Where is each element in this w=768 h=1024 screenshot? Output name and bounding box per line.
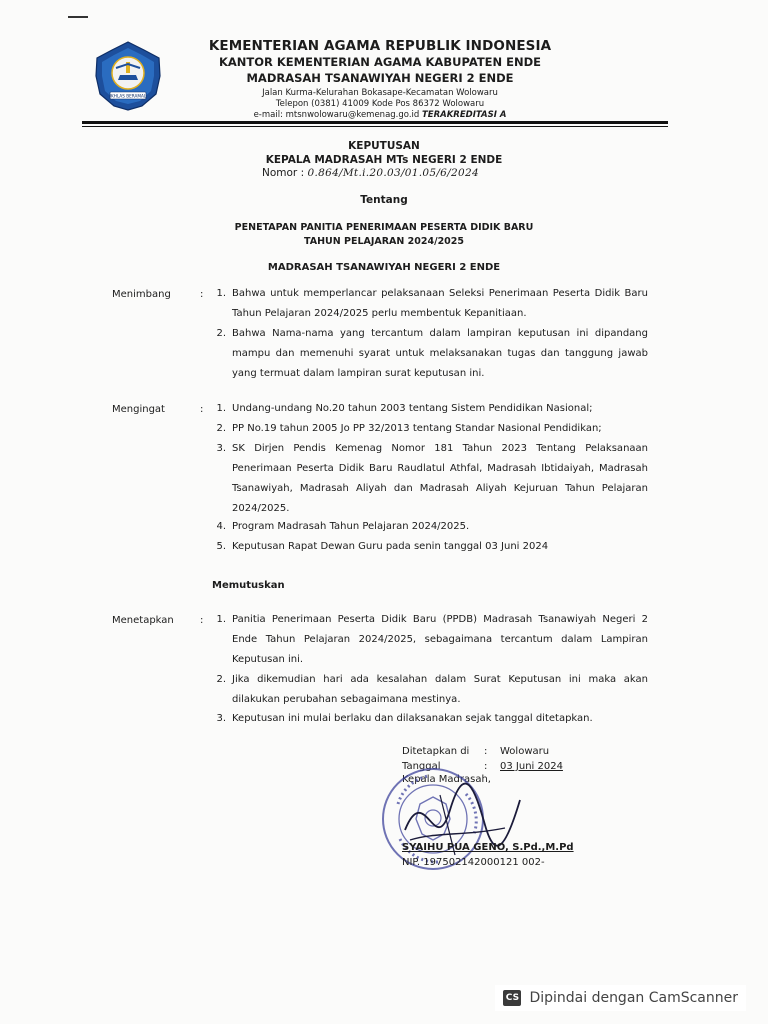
letterhead-office: KANTOR KEMENTERIAN AGAMA KABUPATEN ENDE (218, 55, 542, 69)
sig-place-label: Ditetapkan di (402, 746, 470, 757)
item-number: 3. (216, 713, 226, 724)
item-text: Keputusan Rapat Dewan Guru pada senin tanggal 03 Juni 2024 (232, 541, 549, 552)
menetapkan-item (210, 670, 648, 710)
sig-place-value: Wolowaru (500, 746, 550, 757)
menimbang-colon: : (200, 289, 204, 300)
ministry-logo-icon (92, 40, 164, 112)
item-number: 1. (216, 614, 226, 625)
letterhead-phone: Telepon (0381) 41009 Kode Pos 86372 Wolowaru (275, 99, 485, 109)
menetapkan-item (210, 610, 648, 670)
decree-issuer: KEPALA MADRASAH MTs NEGERI 2 ENDE (265, 154, 503, 166)
letterhead-email: e-mail: mtsnwolowaru@kemenag.go.id (253, 110, 420, 120)
mengingat-item (210, 517, 648, 537)
item-number: 2. (216, 328, 226, 339)
decree-number-label: Nomor (262, 167, 298, 179)
camscanner-watermark (495, 985, 746, 1011)
item-text: Program Madrasah Tahun Pelajaran 2024/2025. (232, 521, 470, 532)
memutuskan-heading: Memutuskan (212, 580, 285, 591)
menimbang-item (210, 324, 648, 384)
letterhead-contact (180, 110, 580, 120)
decree-about: Tentang (360, 194, 408, 206)
letterhead-address: Jalan Kurma-Kelurahan Bokasape-Kecamatan Wolowaru (262, 88, 498, 98)
handwritten-signature-icon (395, 770, 535, 870)
item-text: Undang-undang No.20 tahun 2003 tentang Sistem Pendidikan Nasional; (232, 403, 593, 414)
item-number: 2. (216, 674, 226, 685)
decree-institution: MADRASAH TSANAWIYAH NEGERI 2 ENDE (267, 262, 501, 273)
decree-number-value: 0.864/Mt.i.20.03/01.05/6/2024 (307, 167, 479, 179)
sig-position: Kepala Madrasah, (402, 774, 491, 785)
item-number: 1. (216, 403, 226, 414)
decree-number: Nomor : 0.864/Mt.i.20.03/01.05/6/2024 (262, 167, 479, 179)
item-number: 2. (216, 423, 226, 434)
decree-title: KEPUTUSAN (348, 140, 420, 152)
sig-date-label: Tanggal (402, 761, 441, 772)
sig-date-value: 03 Juni 2024 (500, 761, 563, 772)
menetapkan-label: Menetapkan (112, 615, 174, 626)
mengingat-item (210, 537, 648, 557)
letterhead-ministry: KEMENTERIAN AGAMA REPUBLIK INDONESIA (208, 38, 552, 54)
item-text: Bahwa Nama-nama yang tercantum dalam lampiran keputusan ini dipandang mampu dan memenuhi syarat untuk melaksanakan tugas dan tanggung jawab yang termuat dalam lampiran surat keputusan ini. (232, 328, 648, 379)
menimbang-label: Menimbang (112, 289, 171, 300)
item-number: 5. (216, 541, 226, 552)
item-text: SK Dirjen Pendis Kemenag Nomor 181 Tahun 2023 Tentang Pelaksanaan Penerimaan Peserta Didik Baru Raudlatul Athfal, Madrasah Ibtidaiyah, Madrasah Tsanawiyah, Madrasah Aliyah dan Madrasah Aliyah Kejuruan Tahun Pelajaran 2024/2025. (232, 443, 648, 514)
mengingat-item (210, 419, 648, 439)
decree-subject-line2: TAHUN PELAJARAN 2024/2025 (303, 236, 465, 247)
decree-subject-line1: PENETAPAN PANITIA PENERIMAAN PESERTA DIDIK BARU (234, 222, 534, 233)
sig-date-colon: : (484, 761, 488, 772)
mengingat-colon: : (200, 404, 204, 415)
item-number: 4. (216, 521, 226, 532)
item-text: Panitia Penerimaan Peserta Didik Baru (PPDB) Madrasah Tsanawiyah Negeri 2 Ende Tahun Pelajaran 2024/2025, sebagaimana tercantum dalam Lampiran Keputusan ini. (232, 614, 648, 665)
letterhead-accreditation: TERAKREDITASI A (421, 110, 507, 120)
letterhead-rule-thick (82, 121, 668, 124)
item-text: PP No.19 tahun 2005 Jo PP 32/2013 tentang Standar Nasional Pendidikan; (232, 423, 602, 434)
letterhead-rule-thin (82, 126, 668, 127)
item-text: Jika dikemudian hari ada kesalahan dalam Surat Keputusan ini maka akan dilakukan perubahan sebagaimana mestinya. (232, 674, 648, 705)
camscanner-logo-icon: CS (503, 990, 521, 1006)
item-text: Bahwa untuk memperlancar pelaksanaan Seleksi Penerimaan Peserta Didik Baru Tahun Pelajaran 2024/2025 perlu membentuk Kepanitiaan. (232, 288, 648, 319)
item-text: Keputusan ini mulai berlaku dan dilaksanakan sejak tanggal ditetapkan. (232, 713, 593, 724)
letterhead-school: MADRASAH TSANAWIYAH NEGERI 2 ENDE (246, 71, 514, 85)
sig-place-colon: : (484, 746, 488, 757)
scan-corner-mark (68, 16, 88, 18)
menetapkan-colon: : (200, 615, 204, 626)
menimbang-item (210, 284, 648, 324)
item-number: 3. (216, 443, 226, 454)
mengingat-label: Mengingat (112, 404, 165, 415)
item-number: 1. (216, 288, 226, 299)
camscanner-text: Dipindai dengan CamScanner (529, 990, 738, 1006)
mengingat-item (210, 439, 648, 519)
mengingat-item (210, 399, 648, 419)
menetapkan-item (210, 709, 648, 729)
signatory-nip: NIP. 197502142000121 002- (402, 857, 545, 868)
signatory-name: SYAIHU PUA GENO, S.Pd.,M.Pd (402, 842, 574, 853)
logo-motto: IKHLAS BERAMAL (109, 93, 147, 99)
